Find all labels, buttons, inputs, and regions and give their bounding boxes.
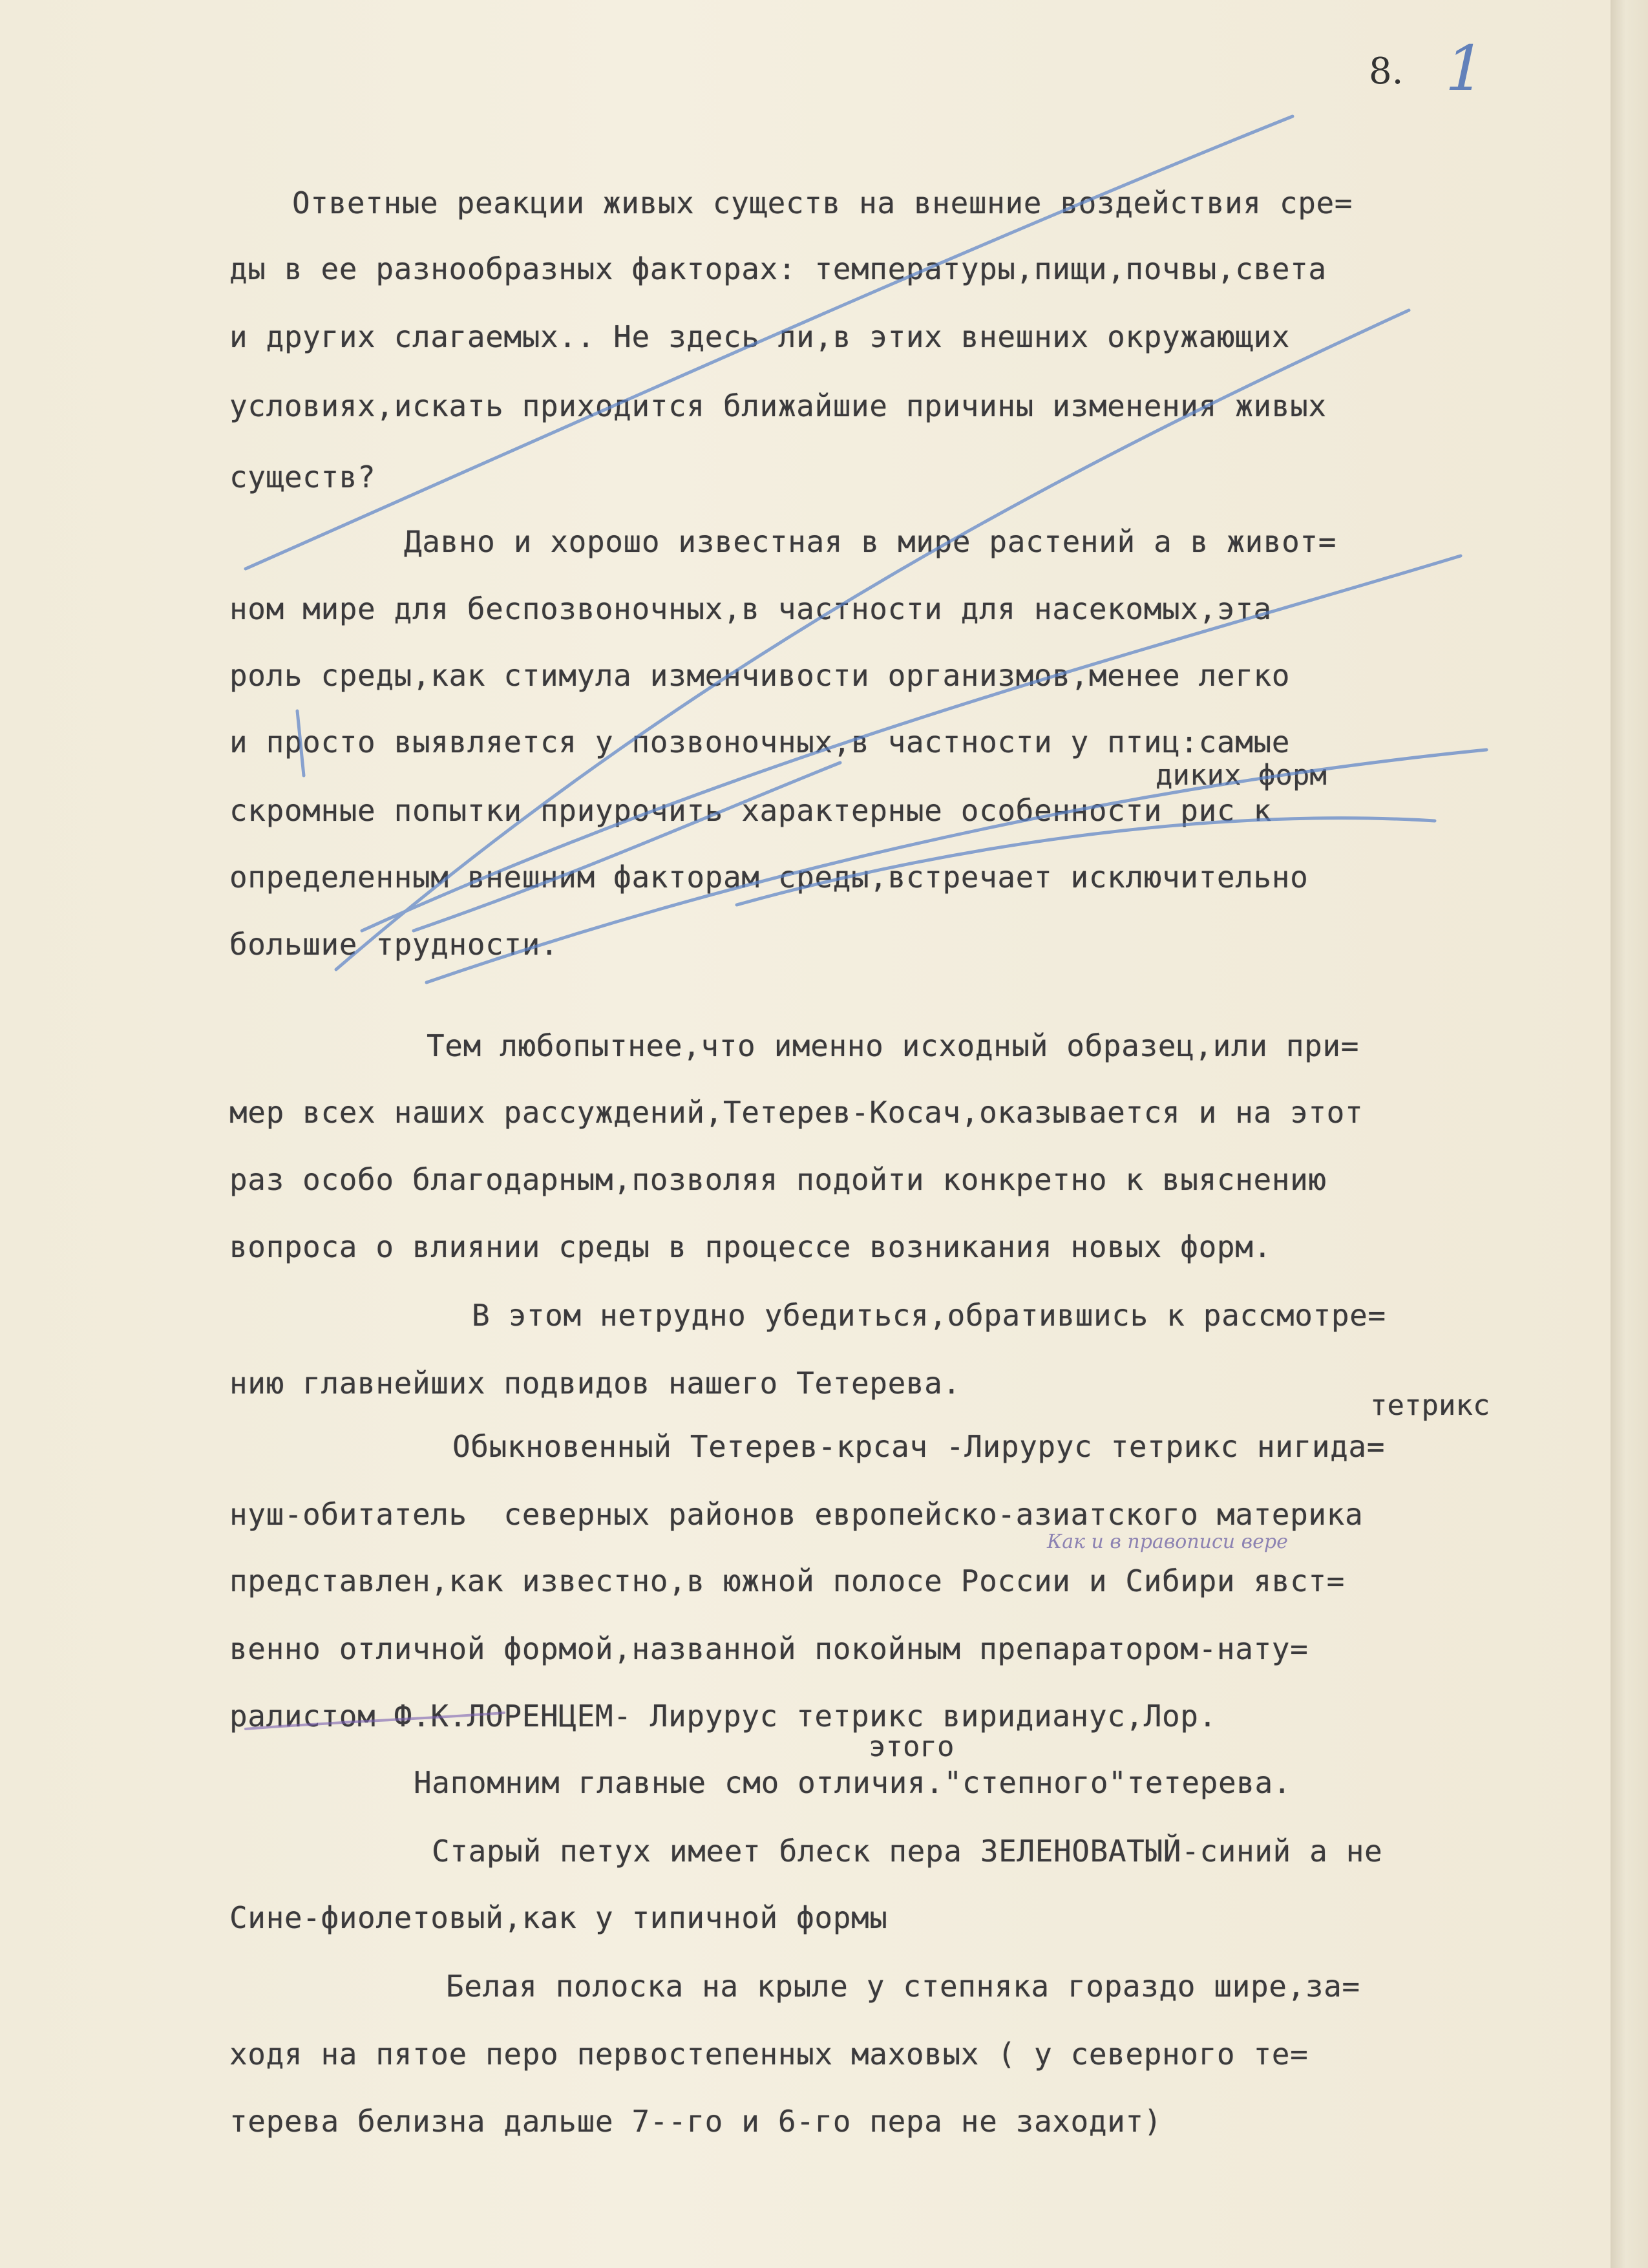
text-line: Давно и хорошо известная в мире растений а в живот= [404, 524, 1337, 559]
insertion-dikikh-form: диких форм [1156, 759, 1327, 792]
text-line: Белая полоска на крыле у степняка гораздо шире,за= [446, 1969, 1360, 2004]
text-line: определенным внешним факторам среды,встречает исключительно [229, 860, 1309, 895]
text-line: вопроса о влиянии среды в процессе возникания новых форм. [229, 1229, 1272, 1264]
text-line: терева белизна дальше 7--го и 6-го пера не заходит) [229, 2104, 1163, 2139]
text-line: мер всех наших рассуждений,Тетерев-Косач,оказывается и на этот [229, 1095, 1364, 1130]
text-line: В этом нетрудно убедиться,обратившись к рассмотре= [472, 1298, 1386, 1333]
handwritten-margin-note: Как и в правописи вере [1047, 1531, 1288, 1553]
text-line: и других слагаемых.. Не здесь ли,в этих внешних окружающих [229, 319, 1291, 354]
text-line: скромные попытки приурочить характерные особенности рис к [229, 793, 1272, 828]
pencil-page-number: 1 [1437, 32, 1492, 105]
text-line: венно отличной формой,названной покойным препаратором-нату= [229, 1631, 1309, 1666]
text-line: большие трудности. [229, 927, 559, 962]
text-line: представлен,как известно,в южной полосе России и Сибири явст= [229, 1563, 1345, 1598]
page-number: 8. [1369, 50, 1404, 92]
text-line: нуш-обитатель северных районов европейско-азиатского материка [229, 1497, 1364, 1532]
text-line: нию главнейших подвидов нашего Тетерева. [229, 1366, 961, 1401]
text-line: роль среды,как стимула изменчивости организмов,менее легко [229, 658, 1291, 693]
text-line: существ? [229, 460, 376, 494]
text-line: ды в ее разнообразных факторах: температуры,пищи,почвы,света [229, 251, 1327, 286]
insertion-etogo: этого [869, 1730, 955, 1763]
text-line: раз особо благодарным,позволяя подойти конкретно к выяснению [229, 1162, 1327, 1197]
text-line: Сине-фиолетовый,как у типичной формы [229, 1900, 888, 1935]
text-line: Тем любопытнее,что именно исходный образец,или при= [427, 1028, 1360, 1063]
insertion-tetriks: тетрикс [1370, 1389, 1490, 1422]
text-line: Ответные реакции живых существ на внешние воздействия сре= [292, 185, 1353, 220]
text-line: Напомним главные смо отличия."степного"тетерева. [414, 1765, 1292, 1800]
paper-edge [1611, 0, 1648, 2268]
text-line: и просто выявляется у позвоночных,в частности у птиц:самые [229, 725, 1291, 759]
text-line: условиях,искать приходится ближайшие причины изменения живых [229, 388, 1327, 423]
text-line: ралистом Ф.К.ЛОРЕНЦЕМ- Лирурус тетрикс виридианус,Лор. [229, 1699, 1217, 1733]
text-line: ном мире для беспозвоночных,в частности для насекомых,эта [229, 591, 1272, 626]
text-line: ходя на пятое перо первостепенных маховых ( у северного те= [229, 2037, 1309, 2072]
text-line: Обыкновенный Тетерев-крсач -Лирурус тетрикс нигида= [452, 1429, 1386, 1464]
text-line: Старый петух имеет блеск пера ЗЕЛЕНОВАТЫЙ-синий а не [432, 1834, 1383, 1869]
